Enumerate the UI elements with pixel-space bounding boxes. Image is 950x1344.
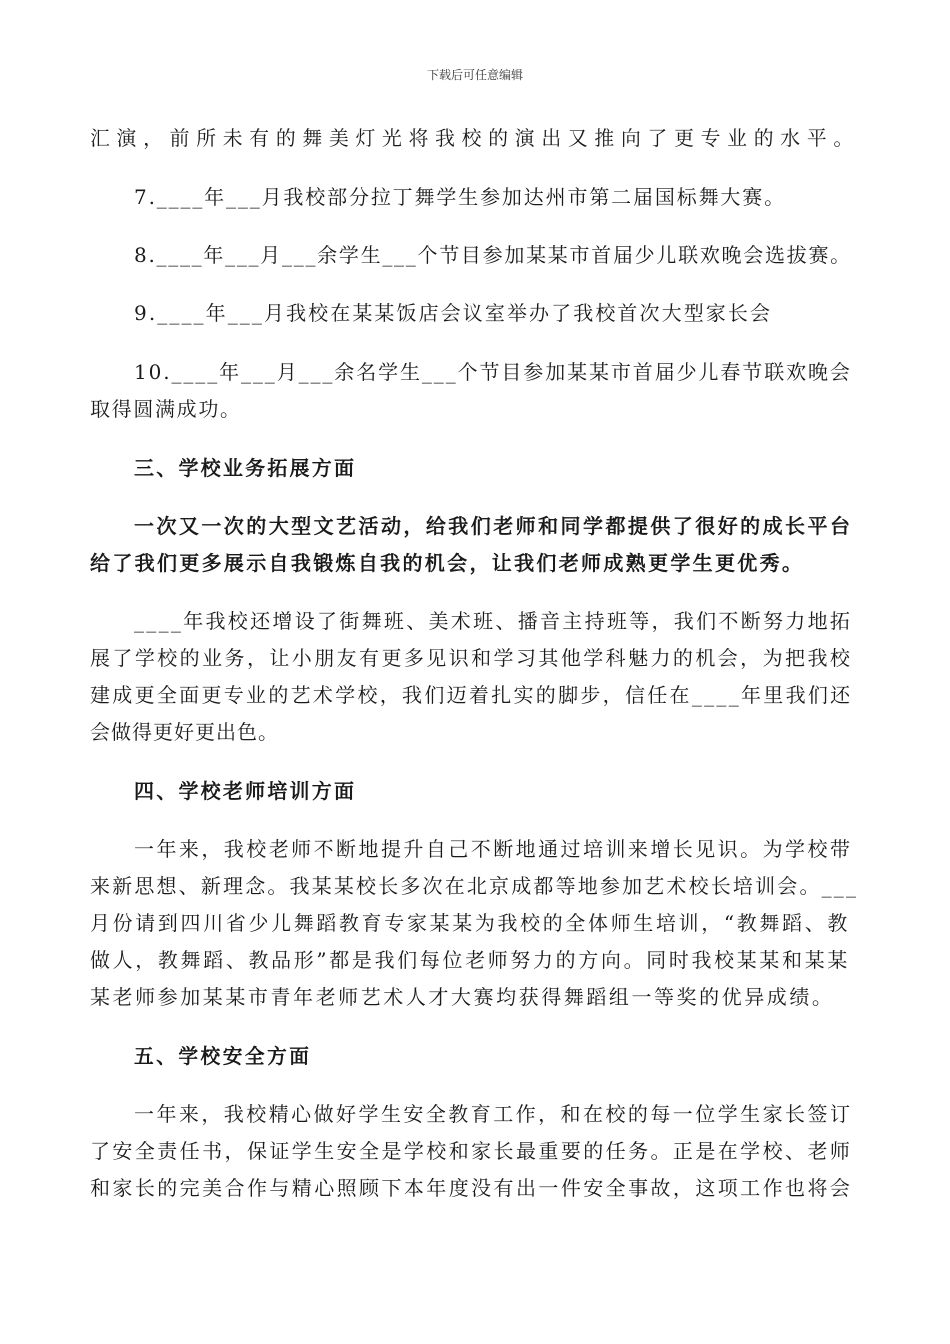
paragraph-line: 会做得更好更出色。	[90, 720, 279, 744]
body-line: 汇演，前所未有的舞美灯光将我校的演出又推向了更专业的水平。	[90, 126, 860, 150]
paragraph-line: ____年我校还增设了街舞班、美术班、播音主持班等，我们不断努力地拓	[134, 609, 853, 633]
paragraph-line: 建成更全面更专业的艺术学校，我们迈着扎实的脚步，信任在____年里我们还	[90, 683, 853, 707]
page-header: 下载后可任意编辑	[426, 68, 523, 82]
body-line: 取得圆满成功。	[90, 397, 242, 421]
section-heading: 五、学校安全方面	[134, 1044, 312, 1068]
paragraph-line: 来新思想、新理念。我某某校长多次在北京成都等地参加艺术校长培训会。___	[90, 874, 859, 898]
list-item: 8.____年___月___余学生___个节目参加某某市首届少儿联欢晚会选拔赛。	[134, 243, 852, 267]
list-item: 10.____年___月___余名学生___个节目参加某某市首届少儿春节联欢晚会	[134, 360, 852, 384]
bold-paragraph-line: 给了我们更多展示自我锻炼自我的机会，让我们老师成熟更学生更优秀。	[90, 551, 805, 575]
paragraph-line: 和家长的完美合作与精心照顾下本年度没有出一件安全事故，这项工作也将会	[90, 1176, 853, 1200]
paragraph-line: 一年来，我校精心做好学生安全教育工作，和在校的每一位学生家长签订	[134, 1102, 853, 1126]
list-item: 7.____年___月我校部分拉丁舞学生参加达州市第二届国标舞大赛。	[134, 185, 786, 209]
paragraph-line: 某老师参加某某市青年老师艺术人才大赛均获得舞蹈组一等奖的优异成绩。	[90, 985, 835, 1009]
list-item: 9.____年___月我校在某某饭店会议室举办了我校首次大型家长会	[134, 301, 773, 325]
section-heading: 三、学校业务拓展方面	[134, 456, 357, 480]
paragraph-line: 一年来，我校老师不断地提升自己不断地通过培训来增长见识。为学校带	[134, 837, 853, 861]
paragraph-line: 了安全责任书，保证学生安全是学校和家长最重要的任务。正是在学校、老师	[90, 1139, 853, 1163]
section-heading: 四、学校老师培训方面	[134, 779, 357, 803]
bold-paragraph-line: 一次又一次的大型文艺活动，给我们老师和同学都提供了很好的成长平台	[134, 514, 853, 538]
paragraph-line: 展了学校的业务，让小朋友有更多见识和学习其他学科魅力的机会，为把我校	[90, 646, 853, 670]
paragraph-line: 月份请到四川省少儿舞蹈教育专家某某为我校的全体师生培训，“教舞蹈、教	[90, 911, 850, 935]
paragraph-line: 做人，教舞蹈、教品形”都是我们每位老师努力的方向。同时我校某某和某某	[90, 948, 850, 972]
